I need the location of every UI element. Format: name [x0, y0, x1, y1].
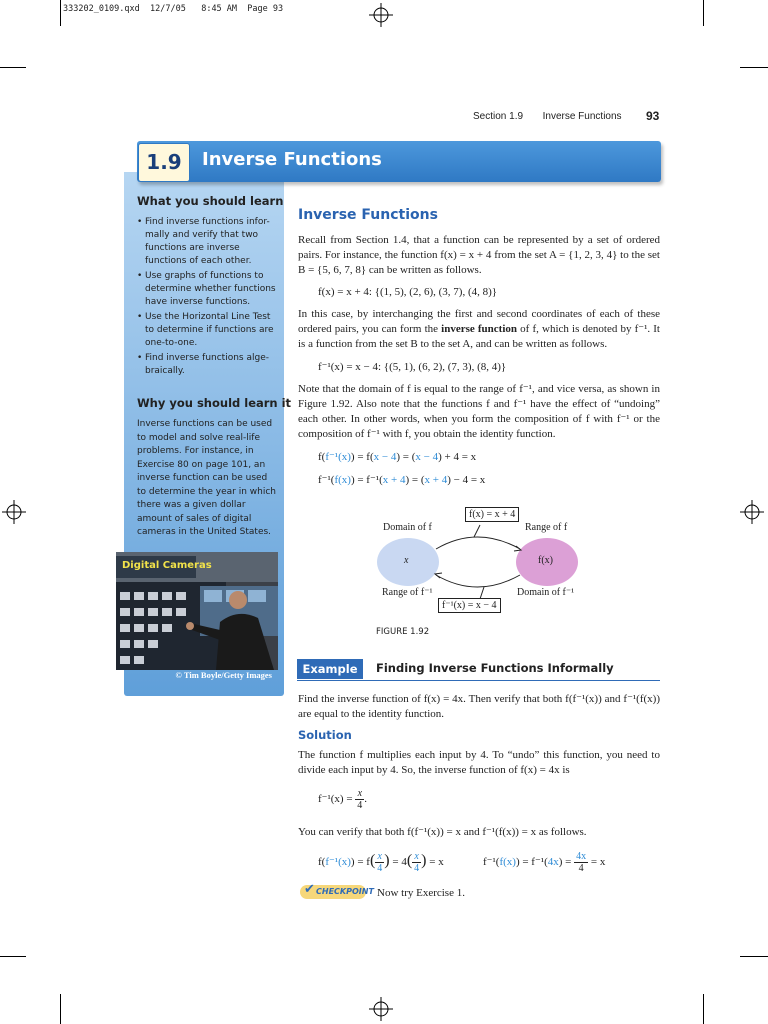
photo-credit-text: © Tim Boyle/Getty Images [175, 670, 272, 680]
registration-mark-icon [740, 500, 764, 524]
running-head-title: Inverse Functions [542, 111, 622, 122]
domain-node-label: x [404, 555, 409, 566]
equation-3: f(f⁻¹(x)) = f(x − 4) = (x − 4) + 4 = x [318, 451, 477, 463]
paragraph-2 [298, 307, 660, 352]
example-statement: Find the inverse function of f(x) = 4x. Then verify that both f(f⁻¹(x)) and f⁻¹(f(x)) are equal to the identity function. [298, 693, 660, 720]
crop-mark [0, 67, 26, 68]
crop-mark [0, 956, 26, 957]
checkpoint-badge [300, 882, 374, 899]
equation-1: f(x) = x + 4: {(1, 5), (2, 6), (3, 7), (4, 8)} [318, 286, 498, 298]
verify-equation-2: f⁻¹(f(x)) = f⁻¹(4x) = $\frac{4x}{4}$ = x [483, 851, 606, 874]
paragraph-2-text: of f, which is denoted by f⁻¹. It is a function from the set B to the set A, and can be written as follows. [298, 323, 660, 350]
paragraph-3: Note that the domain of f is equal to the range of f⁻¹, and vice versa, as shown in Figure 1.92. Also note that the functions f and f⁻¹ have the effect of “undoing” each other. In other words, when you form the composition of f with f⁻¹ or the composition of f⁻¹ with f, you obtain the identity function. [298, 383, 660, 440]
paragraph-2-text: In this case, by interchanging the first and second coordinates of each of these ordered pairs, you can form the [298, 308, 660, 335]
figure-caption: FIGURE 1.92 [376, 627, 430, 637]
print-slug: 333202_0109.qxd 12/7/05 8:45 AM Page 93 [63, 4, 284, 14]
checkpoint-text: Now try Exercise 1. [377, 887, 465, 899]
main-heading: Inverse Functions [298, 207, 438, 223]
section-title: Inverse Functions [202, 149, 382, 170]
crop-mark [60, 0, 61, 26]
learn-item: • Use graphs of functions to determine whether functions have inverse functions. [137, 270, 277, 309]
solution-heading: Solution [298, 728, 352, 742]
equation-2: f⁻¹(x) = x − 4: {(5, 1), (6, 2), (7, 3), (8, 4)} [318, 361, 507, 373]
why-text: Inverse functions can be used to model and solve real-life problems. For instance, in Exercise 80 on page 101, an inverse function can be used to determine the year in which there was a given dollar amount of sales of digital cameras in the United States. [137, 419, 276, 537]
crop-mark [740, 956, 768, 957]
verify-equation-1: f(f⁻¹(x)) = f( $\frac{x}{4}$ ) = 4( $\frac{x}{4}$ ) = x [318, 851, 444, 874]
term-inverse-function: inverse function [441, 323, 518, 335]
example-rule [297, 680, 660, 681]
domain-f-label: Domain of f [383, 522, 432, 533]
running-head [473, 111, 622, 122]
registration-mark-icon [2, 500, 26, 524]
photo-credit [124, 670, 284, 680]
forward-function-box: f(x) = x + 4 [465, 507, 519, 522]
page-number: 93 [646, 109, 660, 123]
solution-paragraph: The function f multiplies each input by 4. To “undo” this function, you need to divide each input by 4. So, the inverse function of f(x) = 4x is [298, 749, 660, 776]
learn-item: • Use the Horizontal Line Test to determine if functions are one-to-one. [137, 311, 277, 350]
section-number: 1.9 [138, 143, 190, 182]
checkmark-icon: ✔ [304, 882, 315, 897]
why-heading: Why you should learn it [137, 396, 292, 410]
photo-sign: Digital Cameras [122, 560, 212, 571]
registration-mark-icon [369, 997, 393, 1021]
running-head-section: Section 1.9 [473, 111, 524, 122]
inverse-arrow [436, 575, 520, 587]
forward-arrow [436, 537, 520, 549]
range-f-label: Range of f [525, 522, 568, 533]
crop-mark [703, 994, 704, 1024]
example-title: Finding Inverse Functions Informally [376, 661, 614, 675]
range-finv-label: Range of f⁻¹ [382, 587, 433, 598]
range-node-label: f(x) [538, 555, 553, 566]
learn-list [137, 216, 277, 380]
crop-mark [60, 994, 61, 1024]
equation-4: f⁻¹(f(x)) = f⁻¹(x + 4) = (x + 4) − 4 = x [318, 474, 486, 486]
verify-paragraph: You can verify that both f(f⁻¹(x)) = x and f⁻¹(f(x)) = x as follows. [298, 826, 587, 838]
example-tag: Example 1 [297, 659, 363, 679]
learn-item: • Find inverse functions infor-mally and verify that two functions are inverse functions of each other. [137, 216, 277, 268]
crop-mark [740, 67, 768, 68]
registration-mark-icon [369, 3, 393, 27]
inverse-equation: f⁻¹(x) = $\frac{x}{4}$ . [318, 788, 368, 811]
checkpoint-label: CHECKPOINT [316, 887, 374, 896]
learn-heading: What you should learn [137, 194, 284, 208]
paragraph-1: Recall from Section 1.4, that a function can be represented by a set of ordered pairs. For instance, the function f(x) = x + 4 from the set A = {1, 2, 3, 4} to the set B = {5, 6, 7, 8} can be written as follows. [298, 234, 660, 276]
sidebar-photo [116, 552, 278, 670]
crop-mark [703, 0, 704, 26]
inverse-function-box: f⁻¹(x) = x − 4 [438, 598, 501, 613]
domain-finv-label: Domain of f⁻¹ [517, 587, 575, 598]
learn-item: • Find inverse functions alge-braically. [137, 352, 277, 378]
